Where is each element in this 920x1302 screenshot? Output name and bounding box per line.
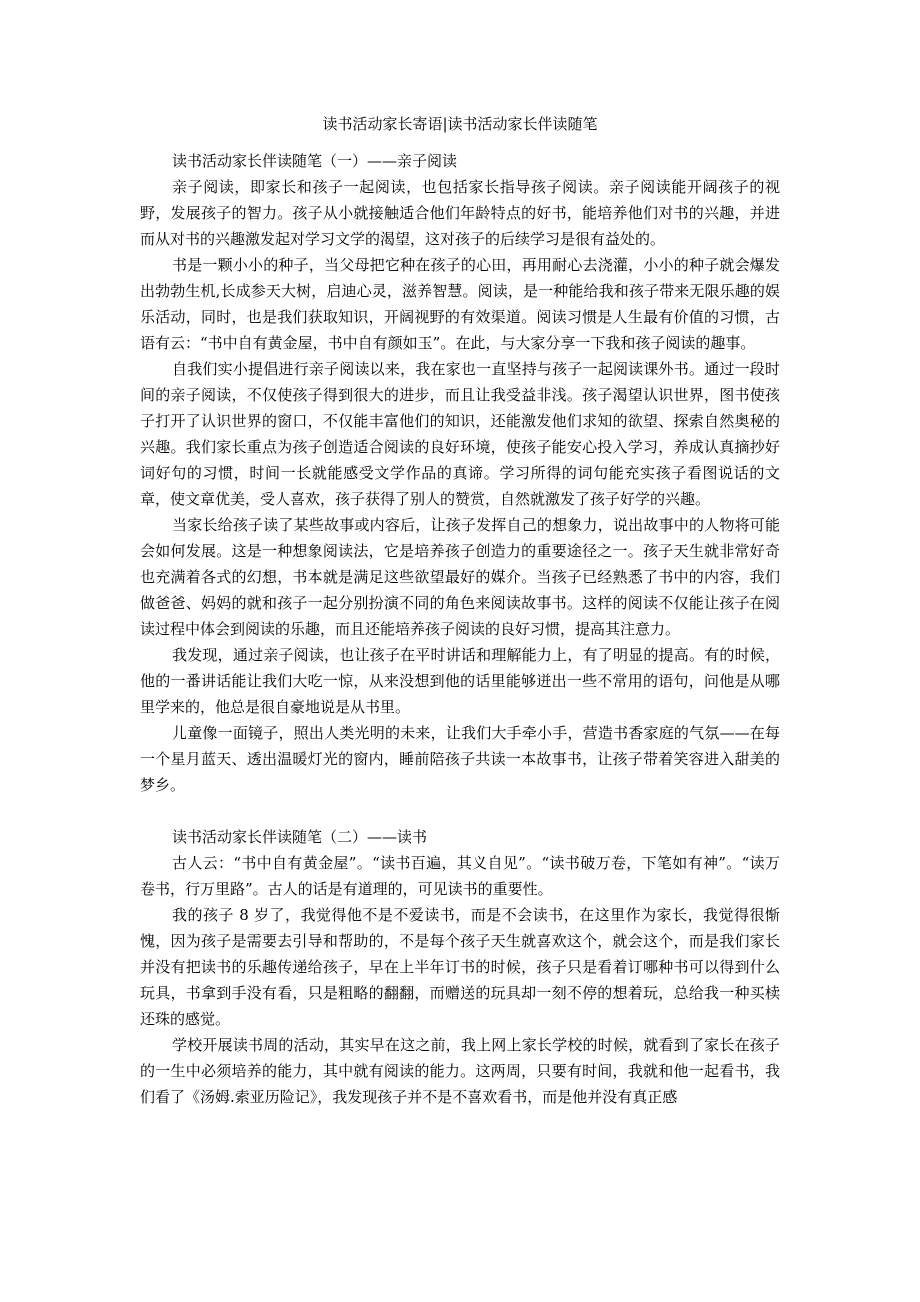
section-spacer (140, 798, 780, 824)
section-1 (140, 148, 780, 798)
paragraph: 古人云：“书中自有黄金屋”。“读书百遍，其义自见”。“读书破万卷，下笔如有神”。“读万卷书，行万里路”。古人的话是有道理的，可见读书的重要性。 (140, 854, 780, 898)
paragraph: 儿童像一面镜子，照出人类光明的未来，让我们大手牵小手，营造书香家庭的气氛——在每一个星月蓝天、透出温暖灯光的窗内，睡前陪孩子共读一本故事书，让孩子带着笑容进入甜美的梦乡。 (140, 724, 780, 794)
paragraph: 书是一颗小小的种子，当父母把它种在孩子的心田，再用耐心去浇灌，小小的种子就会爆发出勃勃生机,长成参天大树，启迪心灵，滋养智慧。阅读，是一种能给我和孩子带来无限乐趣的娱乐活动，同时，也是我们获取知识，开阔视野的有效渠道。阅读习惯是人生最有价值的习惯，古语有云：“书中自有黄金屋，书中自有颜如玉”。在此，与大家分享一下我和孩子阅读的趣事。 (140, 256, 780, 352)
paragraph: 当家长给孩子读了某些故事或内容后，让孩子发挥自己的想象力，说出故事中的人物将可能会如何发展。这是一种想象阅读法，它是培养孩子创造力的重要途径之一。孩子天生就非常好奇也充满着各式的幻想，书本就是满足这些欲望最好的媒介。当孩子已经熟悉了书中的内容，我们做爸爸、妈妈的就和孩子一起分别扮演不同的角色来阅读故事书。这样的阅读不仅能让孩子在阅读过程中体会到阅读的乐趣，而且还能培养孩子阅读的良好习惯，提高其注意力。 (140, 516, 780, 638)
paragraph: 亲子阅读，即家长和孩子一起阅读，也包括家长指导孩子阅读。亲子阅读能开阔孩子的视野，发展孩子的智力。孩子从小就接触适合他们年龄特点的好书，能培养他们对书的兴趣，并进而从对书的兴趣激发起对学习文学的渴望，这对孩子的后续学习是很有益处的。 (140, 178, 780, 248)
paragraph: 学校开展读书周的活动，其实早在这之前，我上网上家长学校的时候，就看到了家长在孩子的一生中必须培养的能力，其中就有阅读的能力。这两周，只要有时间，我就和他一起看书，我们看了《汤姆.索亚历险记》，我发现孩子并不是不喜欢看书，而是他并没有真正感 (140, 1036, 780, 1106)
section-2 (140, 824, 780, 1110)
section-heading: 读书活动家长伴读随笔（一）——亲子阅读 (172, 152, 458, 170)
document-page (140, 110, 780, 1110)
document-title: 读书活动家长寄语|读书活动家长伴读随笔 (322, 115, 598, 133)
paragraph: 自我们实小提倡进行亲子阅读以来，我在家也一直坚持与孩子一起阅读课外书。通过一段时间的亲子阅读，不仅使孩子得到很大的进步，而且让我受益非浅。孩子渴望认识世界，图书使孩子打开了认识世界的窗口，不仅能丰富他们的知识，还能激发他们求知的欲望、探索自然奥秘的兴趣。我们家长重点为孩子创造适合阅读的良好环境，使孩子能安心投入学习，养成认真摘抄好词好句的习惯，时间一长就能感受文学作品的真谛。学习所得的词句能充实孩子看图说话的文章，使文章优美，受人喜欢，孩子获得了别人的赞赏，自然就激发了孩子好学的兴趣。 (140, 360, 780, 508)
paragraph: 我的孩子 8 岁了，我觉得他不是不爱读书，而是不会读书，在这里作为家长，我觉得很惭愧，因为孩子是需要去引导和帮助的，不是每个孩子天生就喜欢这个，就会这个，而是我们家长并没有把读书的乐趣传递给孩子，早在上半年订书的时候，孩子只是看着订哪种书可以得到什么玩具，书拿到手没有看，只是粗略的翻翻，而赠送的玩具却一刻不停的想着玩，总给我一种买椟还珠的感觉。 (140, 906, 780, 1028)
section-heading: 读书活动家长伴读随笔（二）——读书 (172, 828, 428, 846)
paragraph: 我发现，通过亲子阅读，也让孩子在平时讲话和理解能力上，有了明显的提高。有的时候，他的一番讲话能让我们大吃一惊，从来没想到他的话里能够迸出一些不常用的语句，问他是从哪里学来的，他总是很自豪地说是从书里。 (140, 646, 780, 716)
